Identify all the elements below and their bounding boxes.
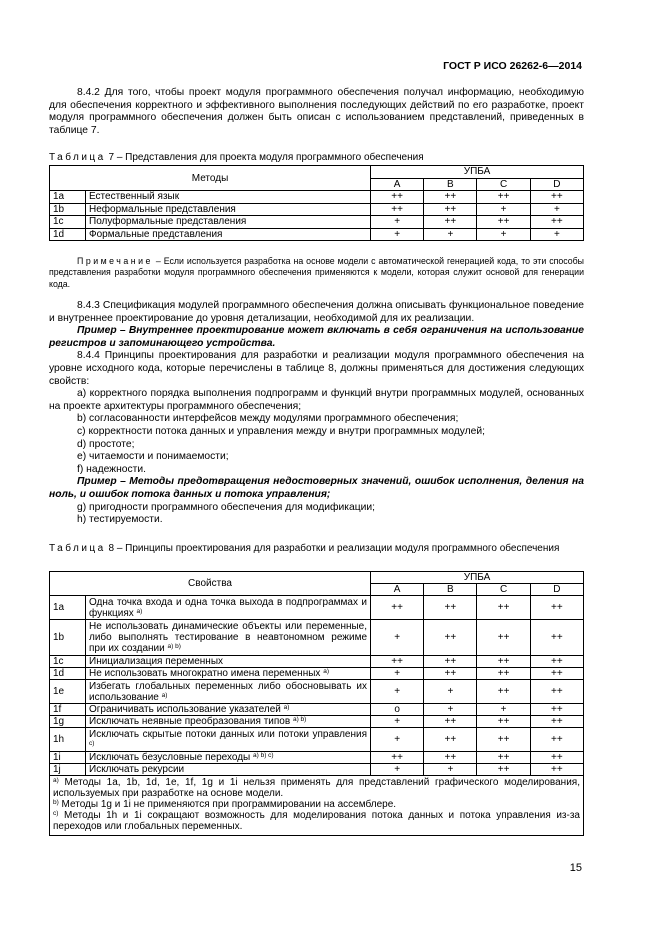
rating-cell: ++ xyxy=(530,764,583,776)
row-id: 1f xyxy=(50,704,86,716)
rating-cell: ++ xyxy=(477,668,530,680)
table-row xyxy=(50,704,584,716)
rating-cell: ++ xyxy=(424,191,477,204)
rating-cell: ++ xyxy=(530,620,583,656)
table-7-level: B xyxy=(424,178,477,191)
document-header: ГОСТ Р ИСО 26262-6—2014 xyxy=(443,60,582,72)
rating-cell: ++ xyxy=(530,216,583,229)
rating-cell: + xyxy=(477,203,530,216)
footnote xyxy=(53,799,580,810)
footnote-mark: a) xyxy=(53,777,59,784)
list-item: g) пригодности программного обеспечения для модификации; xyxy=(77,501,375,513)
table-8-header-upba: УПБА xyxy=(371,572,584,584)
row-id: 1c xyxy=(50,656,86,668)
table-7-header-upba: УПБА xyxy=(371,166,584,179)
table-8-level: B xyxy=(424,584,477,596)
method-name: Естественный язык xyxy=(86,191,371,204)
table-7-note xyxy=(49,256,584,290)
table-7-caption-rest: 7 – Представления для проекта модуля программного обеспечения xyxy=(105,152,424,163)
rating-cell: ++ xyxy=(530,668,583,680)
list-item: c) корректности потока данных и управления между и внутри программных модулей; xyxy=(77,425,485,437)
method-name: Формальные представления xyxy=(86,228,371,241)
property-cell xyxy=(86,668,371,680)
paragraph-8-4-4: 8.4.4 Принципы проектирования для разработки и реализации модуля программного обеспечения на уровне исходного кода, которые перечислены в таблице 8, должны применяться для достижения следующих свойств: xyxy=(49,350,584,387)
row-id: 1d xyxy=(50,228,86,241)
property-cell xyxy=(86,620,371,656)
footnote-ref: a) b) xyxy=(167,643,181,650)
rating-cell: ++ xyxy=(530,728,583,752)
rating-cell: ++ xyxy=(424,216,477,229)
property-cell xyxy=(86,728,371,752)
footnote-ref: a) xyxy=(323,668,329,675)
rating-cell: + xyxy=(371,680,424,704)
rating-cell: + xyxy=(530,228,583,241)
table-row xyxy=(50,728,584,752)
footnote-ref: a) b) xyxy=(292,716,307,723)
table-row xyxy=(50,656,584,668)
rating-cell: ++ xyxy=(424,716,477,728)
rating-cell: + xyxy=(424,704,477,716)
property-cell xyxy=(86,752,371,764)
table-7-level: A xyxy=(371,178,424,191)
property-name: Исключать безусловные переходы xyxy=(89,752,251,763)
table-7-level: C xyxy=(477,178,530,191)
rating-cell: + xyxy=(424,228,477,241)
page-number: 15 xyxy=(569,862,582,874)
table-row xyxy=(50,620,584,656)
property-cell xyxy=(86,656,371,668)
row-id: 1d xyxy=(50,668,86,680)
footnote xyxy=(53,777,580,799)
footnote-ref: a) xyxy=(283,704,290,711)
rating-cell: + xyxy=(424,680,477,704)
rating-cell: ++ xyxy=(371,752,424,764)
footnote-text: Методы 1a, 1b, 1d, 1e, 1f, 1g и 1i нельзя применять для представлений графического моделирования, используемых при разработке на основе модели. xyxy=(53,777,580,799)
rating-cell: ++ xyxy=(477,596,530,620)
table-row xyxy=(50,680,584,704)
rating-cell: ++ xyxy=(424,656,477,668)
property-cell xyxy=(86,596,371,620)
table-8-header-properties: Свойства xyxy=(50,572,371,596)
table-8-level: D xyxy=(530,584,583,596)
method-name: Неформальные представления xyxy=(86,203,371,216)
table-8-caption-lead: Таблица xyxy=(49,543,106,554)
rating-cell: ++ xyxy=(371,203,424,216)
property-name: Избегать глобальных переменных либо обосновывать их использование xyxy=(89,680,368,703)
note-label: Примечание xyxy=(77,256,153,266)
rating-cell: + xyxy=(371,228,424,241)
table-8-level: A xyxy=(371,584,424,596)
rating-cell: ++ xyxy=(371,596,424,620)
table-row xyxy=(50,716,584,728)
rating-cell: ++ xyxy=(371,656,424,668)
rating-cell: ++ xyxy=(477,191,530,204)
rating-cell: ++ xyxy=(424,203,477,216)
rating-cell: ++ xyxy=(477,764,530,776)
table-8 xyxy=(49,571,584,836)
rating-cell: + xyxy=(371,668,424,680)
rating-cell: + xyxy=(530,203,583,216)
rating-cell: + xyxy=(371,716,424,728)
paragraph-8-4-2: 8.4.2 Для того, чтобы проект модуля программного обеспечения получал информацию, необходимую для обеспечения корректного и эффективного выполнения последующих действий по его разработке, проект модуля программного обеспечения должен быть описан с использованием представлений, приведенных в таблице 7. xyxy=(49,87,584,136)
row-id: 1j xyxy=(50,764,86,776)
example-2: Пример – Методы предотвращения недостоверных значений, ошибок исполнения, деления на ноль, и ошибок потока данных и потока управления; xyxy=(49,476,584,500)
table-8-caption xyxy=(49,543,584,555)
table-row xyxy=(50,764,584,776)
table-row xyxy=(50,596,584,620)
rating-cell: ++ xyxy=(477,716,530,728)
rating-cell: ++ xyxy=(477,680,530,704)
row-id: 1g xyxy=(50,716,86,728)
table-8-caption-rest: 8 – Принципы проектирования для разработки и реализации модуля программного обеспечения xyxy=(105,543,560,554)
note-text: – Если используется разработка на основе модели с автоматической генерацией кода, то эти способы представления разработки модуля программного обеспечения применяются к модели, которая служит основой для генерации кода. xyxy=(49,256,584,289)
rating-cell: ++ xyxy=(530,191,583,204)
rating-cell: ++ xyxy=(477,752,530,764)
rating-cell: ++ xyxy=(477,656,530,668)
table-row xyxy=(50,228,584,241)
rating-cell: + xyxy=(477,704,530,716)
table-row xyxy=(50,203,584,216)
rating-cell: ++ xyxy=(530,752,583,764)
rating-cell: ++ xyxy=(530,716,583,728)
footnote-mark: b) xyxy=(53,799,59,806)
property-cell xyxy=(86,764,371,776)
property-name: Не использовать динамические объекты или переменные, либо выполнять тестирование в неавтономном режиме при их создании xyxy=(89,621,368,654)
table-8-footnotes xyxy=(50,776,584,836)
rating-cell: + xyxy=(371,764,424,776)
table-row xyxy=(50,216,584,229)
table-8-level: C xyxy=(477,584,530,596)
footnote-ref: a) b) c) xyxy=(253,752,274,759)
property-cell xyxy=(86,716,371,728)
table-row xyxy=(50,191,584,204)
rating-cell: ++ xyxy=(371,191,424,204)
rating-cell: ++ xyxy=(424,728,477,752)
row-id: 1a xyxy=(50,191,86,204)
property-name: Исключать рекурсии xyxy=(89,764,185,775)
rating-cell: ++ xyxy=(424,752,477,764)
property-name: Инициализация переменных xyxy=(89,656,224,667)
property-name: Одна точка входа и одна точка выхода в подпрограммах и функциях xyxy=(89,596,368,619)
rating-cell: ++ xyxy=(424,668,477,680)
rating-cell: ++ xyxy=(477,216,530,229)
rating-cell: ++ xyxy=(530,704,583,716)
list-item: e) читаемости и понимаемости; xyxy=(77,451,229,463)
property-name: Не использовать многократно имена переменных xyxy=(89,668,321,679)
example-1: Пример – Внутреннее проектирование может включать в себя ограничения на использование регистров и запоминающего устройства. xyxy=(49,325,584,349)
row-id: 1c xyxy=(50,216,86,229)
list-item: h) тестируемости. xyxy=(77,514,163,526)
table-row xyxy=(50,668,584,680)
rating-cell: ++ xyxy=(477,728,530,752)
list-item: b) согласованности интерфейсов между модулями программного обеспечения; xyxy=(77,413,459,425)
table-7 xyxy=(49,165,584,241)
row-id: 1h xyxy=(50,728,86,752)
table-row xyxy=(50,752,584,764)
rating-cell: + xyxy=(371,216,424,229)
rating-cell: ++ xyxy=(530,596,583,620)
footnote-mark: c) xyxy=(53,810,59,817)
row-id: 1b xyxy=(50,203,86,216)
table-7-caption-lead: Таблица xyxy=(49,152,106,163)
footnote-ref: a) xyxy=(136,607,143,615)
footnote-text: Методы 1h и 1i сокращают возможность для моделирования потока данных и потока управления из-за переходов или глобальных переменных. xyxy=(53,810,580,832)
rating-cell: ++ xyxy=(424,596,477,620)
list-item: a) корректного порядка выполнения подпрограмм и функций внутри программных модулей, основанных на проекте архитектуры программного обеспечения; xyxy=(49,388,584,412)
rating-cell: + xyxy=(424,764,477,776)
rating-cell: ++ xyxy=(477,620,530,656)
property-name: Ограничивать использование указателей xyxy=(89,704,281,715)
table-7-header-methods: Методы xyxy=(50,166,371,191)
table-7-caption xyxy=(49,152,584,165)
row-id: 1a xyxy=(50,596,86,620)
property-name: Исключать неявные преобразования типов xyxy=(89,716,291,727)
rating-cell: ++ xyxy=(530,680,583,704)
paragraph-8-4-3: 8.4.3 Спецификация модулей программного обеспечения должна описывать функциональное поведение и внутреннее проектирование до уровня детализации, необходимой для их реализации. xyxy=(49,300,584,324)
rating-cell: ++ xyxy=(530,656,583,668)
footnote-ref: c) xyxy=(89,739,95,747)
row-id: 1i xyxy=(50,752,86,764)
table-7-level: D xyxy=(530,178,583,191)
rating-cell: + xyxy=(371,728,424,752)
row-id: 1e xyxy=(50,680,86,704)
footnote-ref: a) xyxy=(161,691,168,699)
rating-cell: o xyxy=(371,704,424,716)
rating-cell: ++ xyxy=(424,620,477,656)
row-id: 1b xyxy=(50,620,86,656)
list-item: f) надежности. xyxy=(77,463,146,475)
footnote-text: Методы 1g и 1i не применяются при программировании на ассемблере. xyxy=(58,799,397,810)
section-body xyxy=(49,300,584,527)
property-name: Исключать скрытые потоки данных или потоки управления xyxy=(89,728,368,740)
rating-cell: + xyxy=(371,620,424,656)
method-name: Полуформальные представления xyxy=(86,216,371,229)
list-item: d) простоте; xyxy=(77,438,135,450)
rating-cell: + xyxy=(477,228,530,241)
property-cell xyxy=(86,704,371,716)
footnote xyxy=(53,810,580,832)
property-cell xyxy=(86,680,371,704)
